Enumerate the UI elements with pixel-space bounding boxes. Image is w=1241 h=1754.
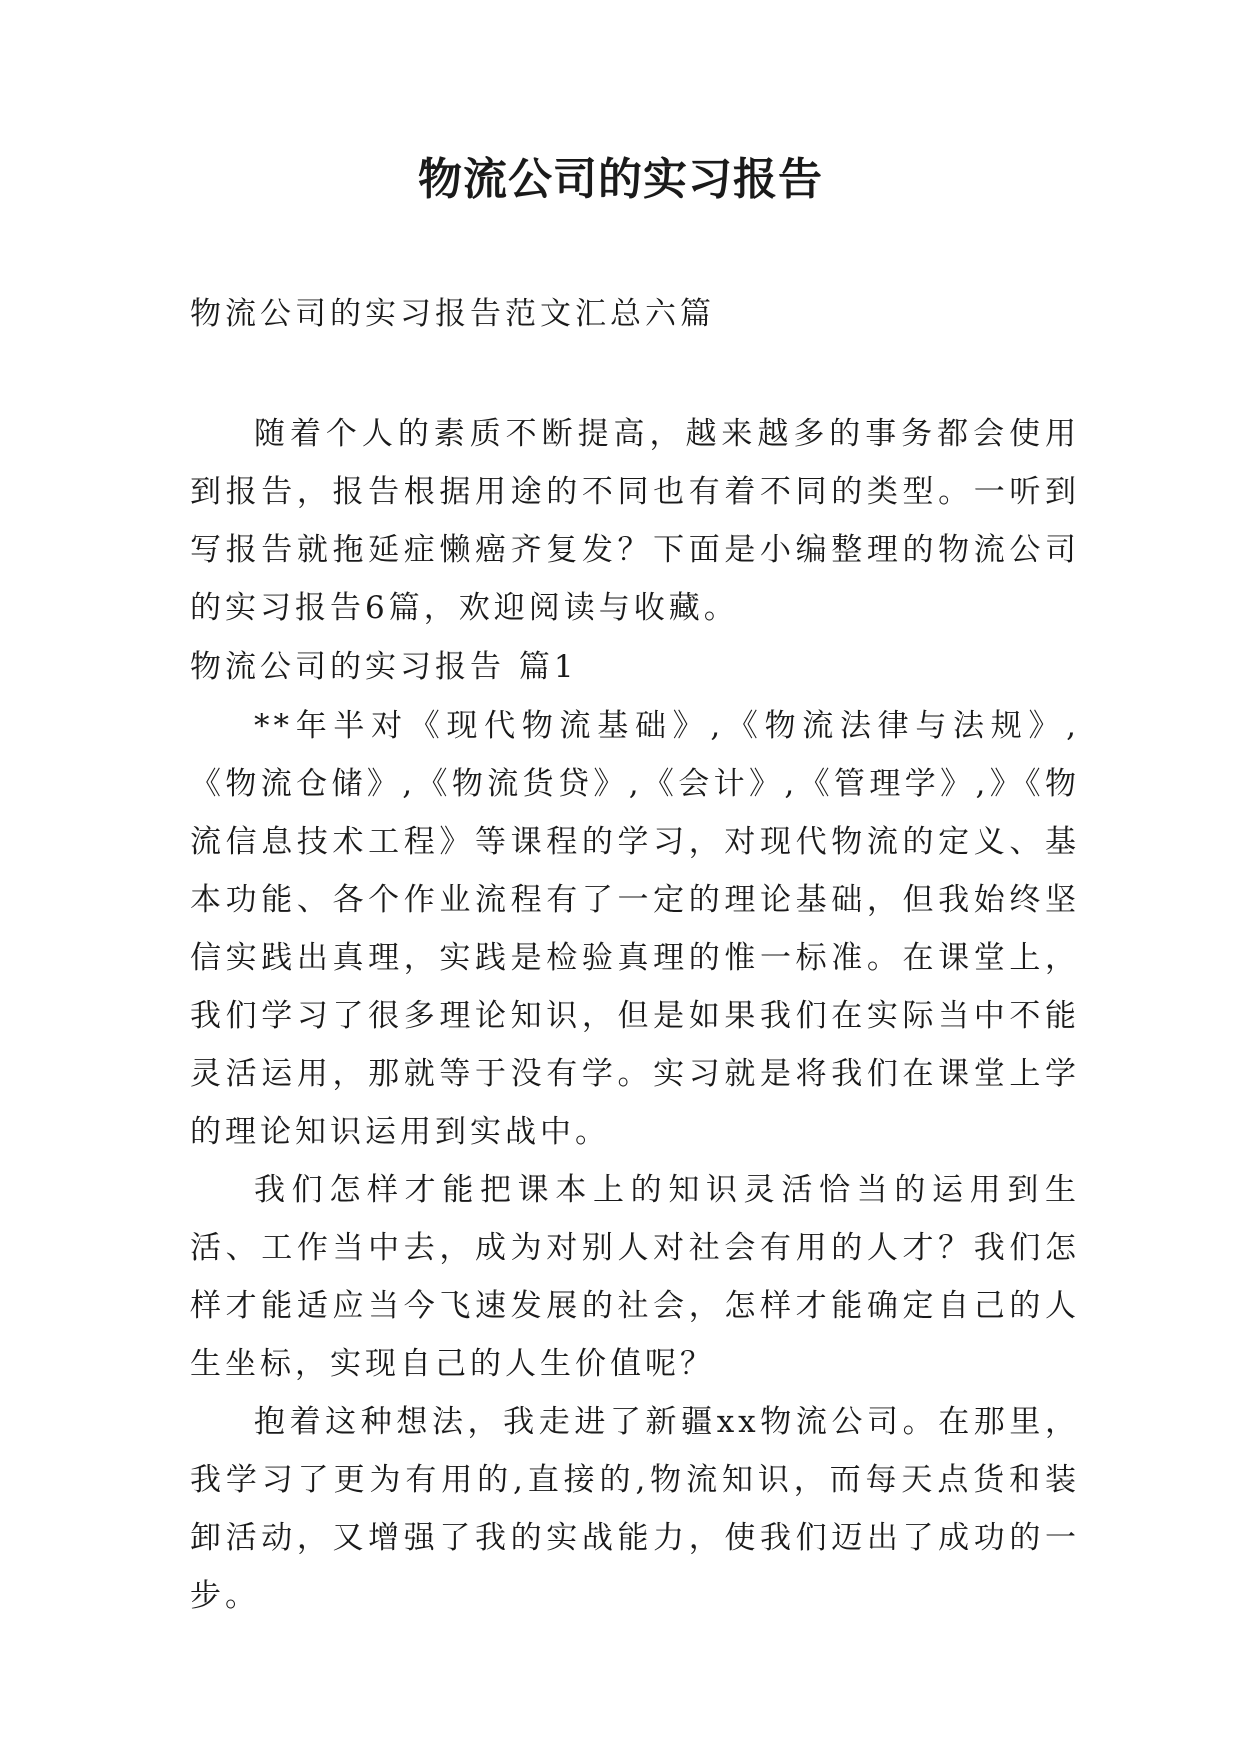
section-heading: 物流公司的实习报告 篇1 [190, 649, 578, 685]
body-paragraph-1: **年半对《现代物流基础》,《物流法律与法规》,《物流仓储》,《物流货贷》,《会计》,《管理学》,》《物流信息技术工程》等课程的学习，对现代物流的定义、基本功能、各个作业流程有了一定的理论基础，但我始终坚信实践出真理，实践是检验真理的惟一标准。在课堂上，我们学习了很多理论知识，但是如果我们在实际当中不能灵活运用，那就等于没有学。实习就是将我们在课堂上学的理论知识运用到实战中。 [190, 708, 1080, 1150]
body-paragraph-2: 我们怎样才能把课本上的知识灵活恰当的运用到生活、工作当中去，成为对别人对社会有用的人才？我们怎样才能适应当今飞速发展的社会，怎样才能确定自己的人生坐标，实现自己的人生价值呢？ [190, 1172, 1080, 1382]
document-title: 物流公司的实习报告 [418, 154, 823, 205]
body-paragraph-3: 抱着这种想法，我走进了新疆xx物流公司。在那里，我学习了更为有用的,直接的,物流知识，而每天点货和装卸活动，又增强了我的实战能力，使我们迈出了成功的一步。 [190, 1404, 1080, 1614]
intro-paragraph: 随着个人的素质不断提高，越来越多的事务都会使用到报告，报告根据用途的不同也有着不同的类型。一听到写报告就拖延症懒癌齐复发？下面是小编整理的物流公司的实习报告6篇，欢迎阅读与收藏。 [190, 416, 1080, 626]
document-subtitle: 物流公司的实习报告范文汇总六篇 [190, 296, 715, 332]
